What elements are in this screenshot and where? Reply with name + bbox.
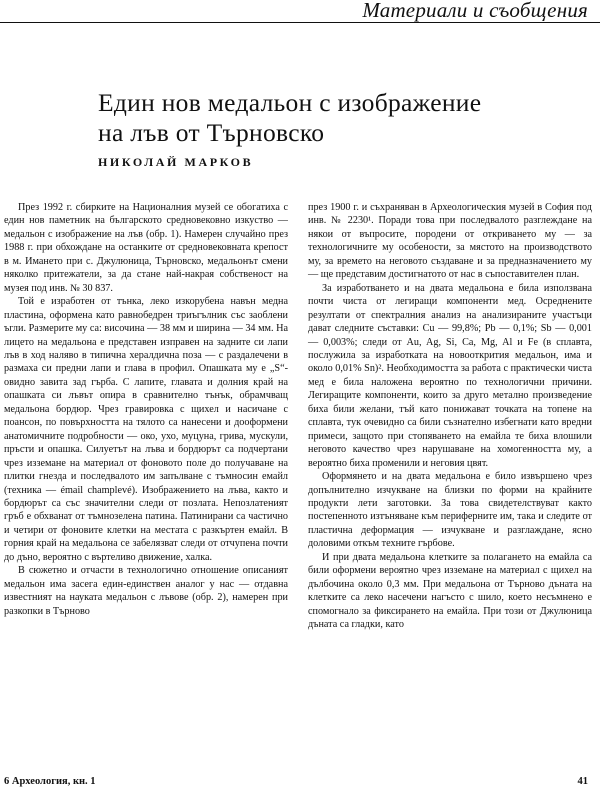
article-title-line-1: Един нов медальон с изображение [98, 88, 482, 117]
paragraph: В сюжетно и отчасти в технологично отношение описаният медальон има засега един-единствен аналог у нас — отдавна известният на науката медальон с лъвове (обр. 2), намерен при разкопки в Търново [4, 565, 288, 617]
article-title [98, 88, 578, 148]
section-header [0, 0, 600, 23]
footer-journal-info: 6 Археология, кн. 1 [4, 776, 96, 787]
paragraph: Той е изработен от тънка, леко изкорубена навън медна пластина, оформена като равнобедрен триъгълник със заоблени ъгли. Размерите му са: височина — 38 мм и ширина — 34 мм. На лицето на медальона е представен изправен на задните си лапи лъв в ход наляво в типична хералдична поза — с раздалечени в размаха си предни лапи и глава в профил. Опашката му е „S“-овидно завита зад гърба. С лапите, главата и долния край на опашката си лъвът опира в сравнително тънък, обрамчващ медальона бордюр. Чрез гравировка с щихел и насичане с поансон, по повърхността на тялото са нанесени и дооформени анатомичните подробности — око, ухо, муцуна, грива, мускули, пръсти и опашка. Силуетът на лъва и бордюрът са подчертани чрез изземане на материал от фоновото поле до получаване на плитки гнезда и последвалото им запълване с тъмносин емайл (техника — émail champlevé). Изображението на лъва, както и бордюрът са със значителни следи от позлата. Непозлатеният гръб е обхванат от тъмнозелена патина. Патинирани са частично и четири от фоновите клетки на местата с разкъртен емайл. В горния край на медальона се забелязват следи от отчупена почти до дъно, вероятно с въртеливо движение, халка. [4, 296, 288, 563]
article-title-line-2: на лъв от Търновско [98, 118, 325, 147]
body-column-left [4, 201, 288, 618]
paragraph: И при двата медальона клетките за полагането на емайла са били оформени вероятно чрез изземане на материал с щихел на дълбочина около 0,3 мм. При медальона от Търново дъната на клетките са леко насечени нагъсто с шило, което несъмнено е спомогнало за фиксирането на емайла. При този от Джулюница дъната са гладки, като [308, 551, 592, 631]
paragraph: За изработването и на двата медальона е била използвана почти чиста от легиращи компоненти мед. Осреднените резултати от спектралния анализ на анализираните участъци дават следните съставки: Cu — 99,8%; Pb — 0,1%; Sb — 0,001 — 0,003%; следи от Au, Ag, Si, Ca, Mg, Al и Fe (в сплавта, послужила за изработката на новооткрития медальон, има и около 0,01% Sn)². Необходимостта за работа с практически чиста мед е била наложена вероятно по технологични причини. Легиращите компоненти, които за друго метално произведение биха били желани, тъй като понижават точката на топене на сплавта, тук очевидно са били съзнателно избегнати като вредни примеси, защото при стопяването на емайла те биха влошили неговото качество чрез нарушаване на хомогенността му, а вероятно биха променили и неговия цвят. [308, 282, 592, 469]
section-title: Материали и съобщения [362, 0, 588, 22]
author-name: НИКОЛАЙ МАРКОВ [98, 155, 254, 169]
paragraph: през 1900 г. и съхраняван в Археологическия музей в София под инв. № 2230¹. Поради това при последвалото разглеждане на някои от въпросите, породени от откриването му — за технологичните му особености, за мястото на производството му, за времето на неговото създаване и за предназначението му — ще представим достигнатото от нас в съпоставителен план. [308, 202, 592, 281]
paragraph: Оформянето и на двата медальона е било извършено чрез допълнително изчукване на близки по форми на крайните продукти лети заготовки. За това свидетелствуват както постепенното изтъняване към периферните им, така и следите от пластична деформация — изчукване и разглаждане, ясно доловими откъм техните гърбове. [308, 471, 592, 550]
page-number: 41 [577, 776, 588, 787]
paragraph: През 1992 г. сбирките на Националния музей се обогатиха с един нов паметник на българското средновековно изкуство — медальон с изображение на лъв (обр. 1). Намерен случайно през 1988 г. при обхождане на останките от средновековната крепост в м. Имането при с. Джулюница, Търновско, медальонът смени няколко притежатели, за да стане най-накрая собственост на музея под инв. № 30 837. [4, 202, 288, 294]
body-column-right [308, 201, 592, 632]
